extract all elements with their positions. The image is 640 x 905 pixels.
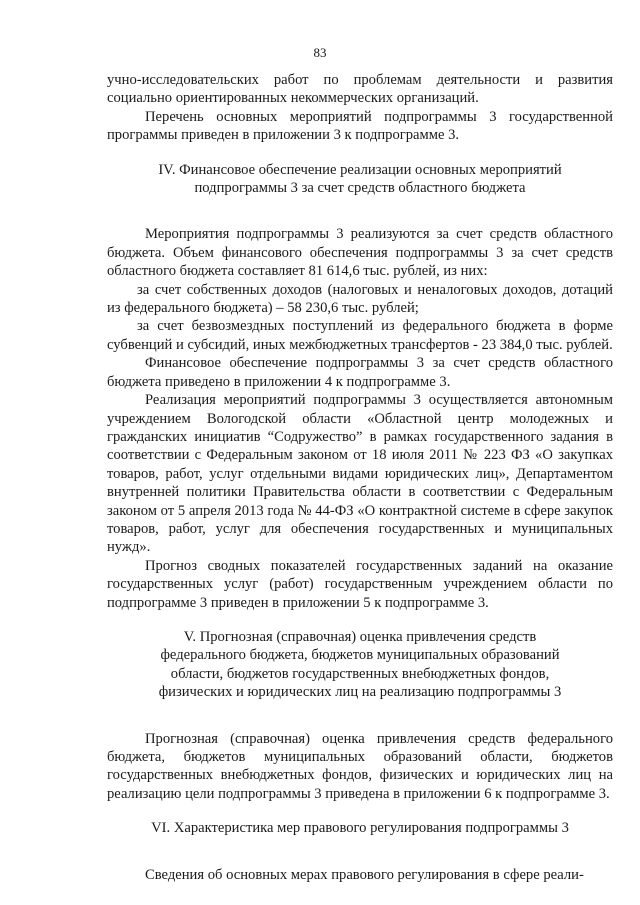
paragraph: Сведения об основных мерах правового регулирования в сфере реали- <box>145 866 584 883</box>
section-heading <box>107 161 613 198</box>
section-heading-line: физических и юридических лиц на реализацию подпрограммы 3 <box>158 684 562 701</box>
section-heading <box>107 628 613 702</box>
paragraph: Прогноз сводных показателей государственных заданий на оказание государственных услуг (работ) государственным учреждением области по подпрограмме 3 приведен в приложении 5 к подпрограмме 3. <box>107 557 613 611</box>
paragraph: учно-исследовательских работ по проблемам деятельности и развития социально ориентированных некоммерческих организаций. <box>107 72 613 107</box>
section-heading-line: VI. Характеристика мер правового регулирования подпрограммы 3 <box>151 820 569 837</box>
paragraph: за счет собственных доходов (налоговых и неналоговых доходов, дотаций из федерального бюджета) – 58 230,6 тыс. рублей; <box>107 281 613 317</box>
section-heading-line: области, бюджетов государственных внебюджетных фондов, <box>170 665 550 682</box>
section-heading-line: IV. Финансовое обеспечение реализации основных мероприятий <box>158 161 562 178</box>
paragraph: Финансовое обеспечение подпрограммы 3 за счет средств областного бюджета приведено в приложении 4 к подпрограмме 3. <box>107 355 613 390</box>
page-number: 83 <box>313 45 327 60</box>
paragraph: Прогнозная (справочная) оценка привлечения средств федерального бюджета, бюджетов муниципальных образований области, бюджетов государственных внебюджетных фондов, физических и юридических лиц на реализацию цели подпрограммы 3 приведена в приложении 6 к подпрограмме 3. <box>107 730 613 802</box>
paragraph: за счет безвозмездных поступлений из федерального бюджета в форме субвенций и субсидий, иных межбюджетных трансфертов - 23 384,0 тыс. рублей. <box>107 318 613 353</box>
section-heading <box>107 819 613 837</box>
paragraph: Реализация мероприятий подпрограммы 3 осуществляется автономным учреждением Вологодской области «Областной центр молодежных и гражданских инициатив “Содружество” в рамках государственного задания в соответствии с Федеральным законом от 18 июля 2011 № 223 ФЗ «О закупках товаров, работ, услуг отдельными видами юридических лиц», Департаментом внутренней политики Правительства области в соответствии с Федеральным законом от 5 апреля 2013 года № 44-ФЗ «О контрактной системе в сфере закупок товаров, работ, услуг для обеспечения государственных и муниципальных нужд». <box>107 392 613 556</box>
paragraph: Мероприятия подпрограммы 3 реализуются за счет средств областного бюджета. Объем финансового обеспечения подпрограммы 3 за счет средств областного бюджета составляет 81 614,6 тыс. рублей, из них: <box>107 226 613 280</box>
section-heading-line: подпрограммы 3 за счет средств областного бюджета <box>194 180 526 197</box>
paragraph: Перечень основных мероприятий подпрограммы 3 государственной программы приведен в приложении 3 к подпрограмме 3. <box>107 108 613 144</box>
document-body <box>107 71 613 884</box>
section-heading-line: федерального бюджета, бюджетов муниципальных образований <box>160 647 560 664</box>
section-heading-line: V. Прогнозная (справочная) оценка привлечения средств <box>183 628 537 645</box>
